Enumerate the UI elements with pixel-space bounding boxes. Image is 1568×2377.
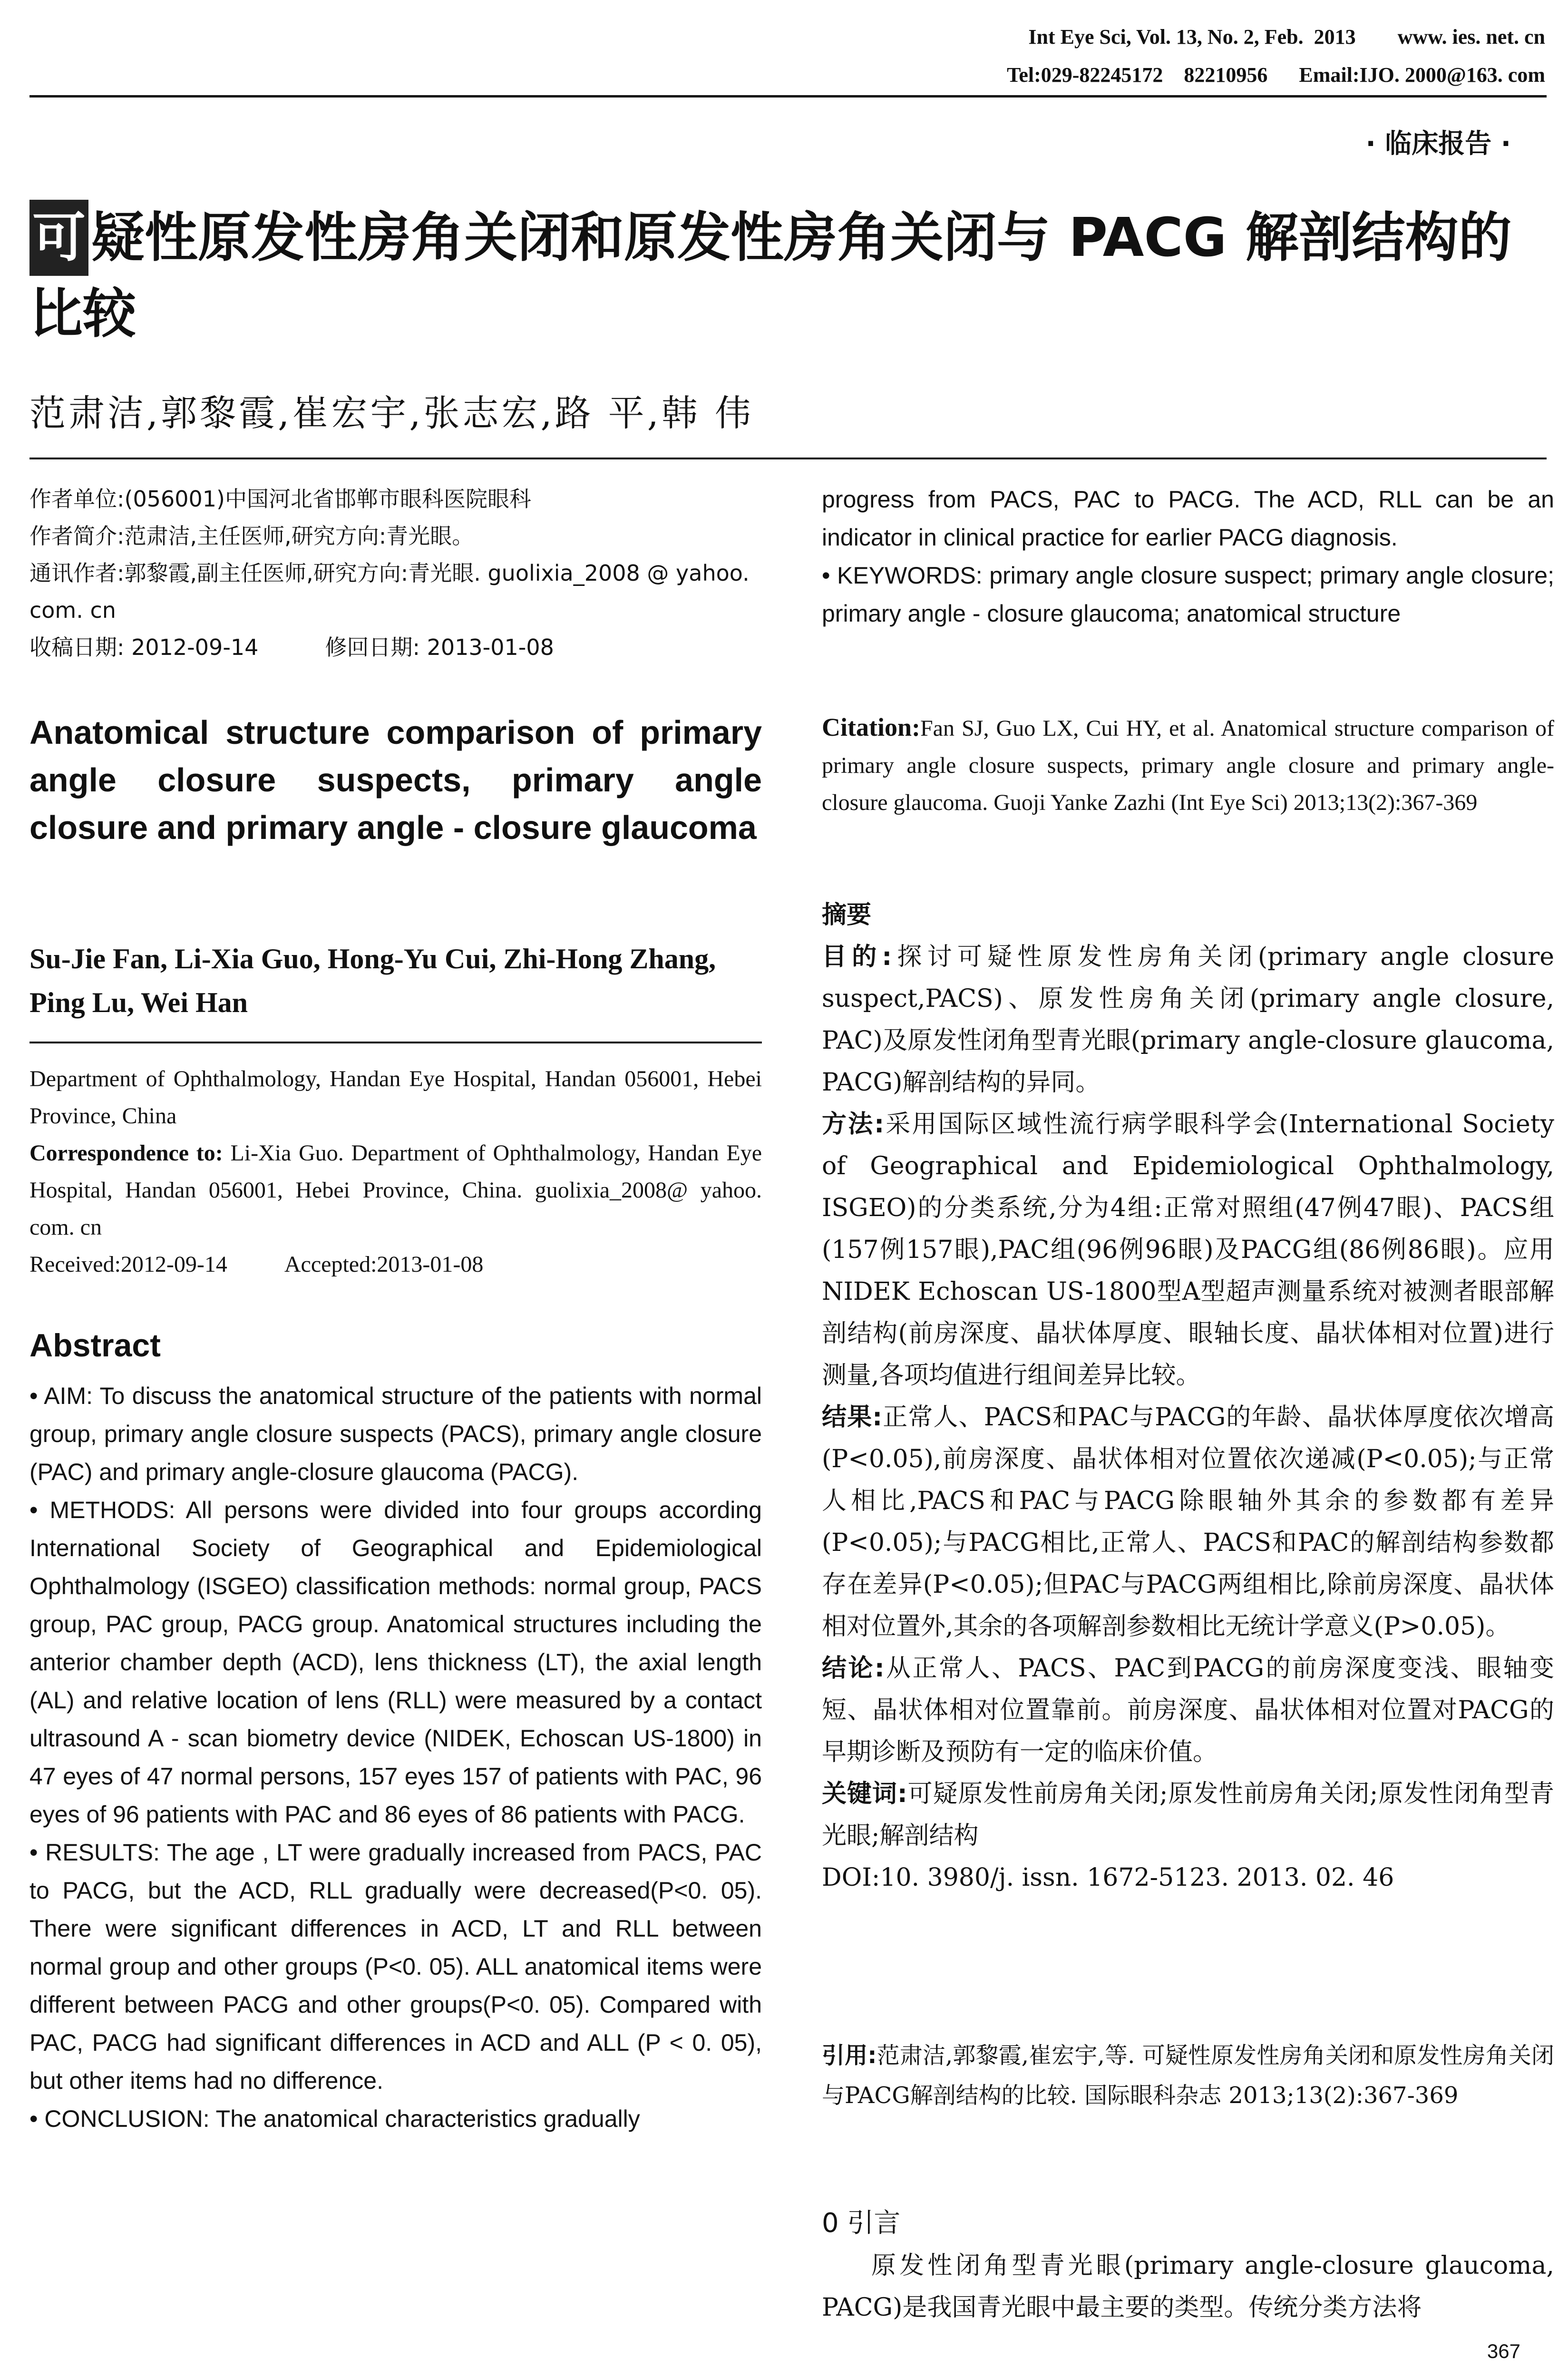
cn-keywords-label: 关键词: xyxy=(822,1780,907,1808)
cn-abstract-aim xyxy=(822,936,1554,1103)
cn-abstract-keywords xyxy=(822,1773,1554,1857)
cn-meta xyxy=(29,480,762,666)
cn-methods-text: 采用国际区域性流行病学眼科学会(International Society of Geographical and Epidemiological Ophthalmology, ISGEO)的分类系统,分为4组:正常对照组(47例47眼)、PACS组(157例157眼),PAC组(96例96眼)及PACG组(86例86眼)。应用NIDEK Echoscan US-1800型A型超声测量系统对被测者眼部解剖结构(前房深度、晶状体厚度、眼轴长度、晶状体相对位置)进行测量,各项均值进行组间差异比较。 xyxy=(822,1110,1554,1390)
citation-en xyxy=(822,709,1554,821)
cn-dates xyxy=(29,629,762,666)
cn-received: 收稿日期: 2012-09-14 xyxy=(29,634,259,660)
abstract-continued xyxy=(822,480,1554,633)
section-tag: · 临床报告 · xyxy=(1365,128,1511,159)
page-number: 367 xyxy=(1487,2340,1520,2362)
cn-conclusion-text: 从正常人、PACS、PAC到PACG的前房深度变浅、眼轴变短、晶状体相对位置靠前。前房深度、晶状体相对位置对PACG的早期诊断及预防有一定的临床价值。 xyxy=(822,1654,1555,1766)
affil-rule xyxy=(29,1042,762,1043)
title-text: 疑性原发性房角关闭和原发性房角关闭与 PACG 解剖结构的比较 xyxy=(29,207,1512,345)
cn-intro: 作者简介:范肃洁,主任医师,研究方向:青光眼。 xyxy=(29,523,474,549)
affil-dates xyxy=(29,1246,762,1283)
affiliation xyxy=(29,1061,762,1283)
cn-unit: 作者单位:(056001)中国河北省邯郸市眼科医院眼科 xyxy=(29,486,531,512)
citation-text: Fan SJ, Guo LX, Cui HY, et al. Anatomical structure comparison of primary angle closure suspects, primary angle closure and primary angle-closure glaucoma. Guoji Yanke Zazhi (Int Eye Sci) 2013;13(2):367-369 xyxy=(822,716,1554,815)
cn-citation-label: 引用: xyxy=(822,2042,877,2069)
abstract-conclusion-start: • CONCLUSION: The anatomical characteristics gradually xyxy=(29,2105,640,2132)
cn-doi: DOI:10. 3980/j. issn. 1672-5123. 2013. 02. 46 xyxy=(822,1863,1394,1892)
abstract-body xyxy=(29,1377,762,2138)
cn-aim-text: 探讨可疑性原发性房角关闭(primary angle closure suspect,PACS)、原发性房角关闭(primary angle closure, PAC)及原发性闭角型青光眼(primary angle-closure glaucoma, PACG)解剖结构的异同。 xyxy=(822,943,1555,1097)
cn-abstract-heading: 摘要 xyxy=(822,901,872,929)
authors-cn: 范肃洁,郭黎霞,崔宏宇,张志宏,路 平,韩 伟 xyxy=(29,392,754,434)
abstract-keywords: • KEYWORDS: primary angle closure suspect; primary angle closure; primary angle - closure glaucoma; anatomical structure xyxy=(822,562,1554,627)
cn-abstract-results xyxy=(822,1396,1554,1647)
abstract-aim: • AIM: To discuss the anatomical structure of the patients with normal group, primary angle closure suspects (PACS), primary angle closure (PAC) and primary angle-closure glaucoma (PACG). xyxy=(29,1383,762,1485)
abstract-results: • RESULTS: The age , LT were gradually increased from PACS, PAC to PACG, but the ACD, RLL gradually were decreased(P<0. 05). There were significant differences in ACD, LT and RLL between normal group and other groups (P<0. 05). ALL anatomical items were different between PACG and other groups(P<0. 05). Compared with PAC, PACG had significant differences in ACD and ALL (P < 0. 05), but other items had no difference. xyxy=(29,1839,762,2094)
cn-conclusion-label: 结论: xyxy=(822,1654,885,1683)
affil-accepted: Accepted:2013-01-08 xyxy=(284,1252,484,1277)
cn-methods-label: 方法: xyxy=(822,1110,885,1139)
intro-heading: 0 引言 xyxy=(822,2208,901,2239)
title-first-char: 可 xyxy=(29,200,88,276)
cn-corr: 通讯作者:郭黎霞,副主任医师,研究方向:青光眼. guolixia_2008 @ yahoo. com. cn xyxy=(29,560,750,623)
en-title: Anatomical structure comparison of primary angle closure suspects, primary angle closure and primary angle - closure glaucoma xyxy=(29,714,762,846)
cn-results-label: 结果: xyxy=(822,1403,883,1432)
cn-citation xyxy=(822,2036,1554,2115)
abstract-heading: Abstract xyxy=(29,1327,161,1364)
intro-text xyxy=(822,2245,1554,2328)
affil-corr-block xyxy=(29,1135,762,1246)
abstract-methods: • METHODS: All persons were divided into four groups according International Society of Geographical and Epidemiological Ophthalmology (ISGEO) classification methods: normal group, PACS group, PAC group, PACG group. Anatomical structures including the anterior chamber depth (ACD), lens thickness (LT), the axial length (AL) and relative location of lens (RLL) were measured by a contact ultrasound A - scan biometry device (NIDEK, Echoscan US-1800) in 47 eyes of 47 normal persons, 157 eyes 157 of patients with PAC, 96 eyes of 96 patients with PAC and 86 eyes of 86 patients with PACG. xyxy=(29,1497,762,1828)
affil-received: Received:2012-09-14 xyxy=(29,1252,227,1277)
affil-corr: Li-Xia Guo. Department of Ophthalmology, Handan Eye Hospital, Handan 056001, Hebei Province, China. guolixia_2008@ yahoo. com. cn xyxy=(29,1140,762,1240)
cn-abstract xyxy=(822,894,1554,1899)
cn-aim-label: 目的: xyxy=(822,943,892,971)
contact-info-line: Tel:029-82245172 82210956 Email:IJO. 2000@163. com xyxy=(1007,63,1545,87)
affil-dept: Department of Ophthalmology, Handan Eye Hospital, Handan 056001, Hebei Province, China xyxy=(29,1066,762,1129)
intro-paragraph: 原发性闭角型青光眼(primary angle-closure glaucoma, PACG)是我国青光眼中最主要的类型。传统分类方法将 xyxy=(822,2251,1554,2322)
cn-keywords-text: 可疑原发性前房角关闭;原发性前房角关闭;原发性闭角型青光眼;解剖结构 xyxy=(822,1780,1555,1850)
page-title xyxy=(29,200,1542,352)
cn-revised: 修回日期: 2013-01-08 xyxy=(325,634,554,660)
journal-info-line: Int Eye Sci, Vol. 13, No. 2, Feb. 2013 www. ies. net. cn xyxy=(1028,25,1545,49)
abstract-conclusion-end: progress from PACS, PAC to PACG. The ACD, RLL can be an indicator in clinical practice for earlier PACG diagnosis. xyxy=(822,486,1554,551)
header-rule xyxy=(29,95,1547,97)
citation-label: Citation: xyxy=(822,713,920,741)
en-authors: Su-Jie Fan, Li-Xia Guo, Hong-Yu Cui, Zhi-Hong Zhang, Ping Lu, Wei Han xyxy=(29,943,716,1018)
cn-abstract-conclusion xyxy=(822,1647,1554,1773)
cn-results-text: 正常人、PACS和PAC与PACG的年龄、晶状体厚度依次增高(P<0.05),前房深度、晶状体相对位置依次递减(P<0.05);与正常人相比,PACS和PAC与PACG除眼轴外其余的参数都有差异(P<0.05);与PACG相比,正常人、PACS和PAC的解剖结构参数都存在差异(P<0.05);但PAC与PACG两组相比,除前房深度、晶状体相对位置外,其余的各项解剖参数相比无统计学意义(P>0.05)。 xyxy=(822,1403,1554,1641)
cn-citation-text: 范肃洁,郭黎霞,崔宏宇,等. 可疑性原发性房角关闭和原发性房角关闭与PACG解剖结构的比较. 国际眼科杂志 2013;13(2):367-369 xyxy=(822,2042,1554,2109)
affil-corr-label: Correspondence to: xyxy=(29,1140,223,1166)
cn-abstract-methods xyxy=(822,1103,1554,1396)
authors-rule xyxy=(29,458,1547,459)
